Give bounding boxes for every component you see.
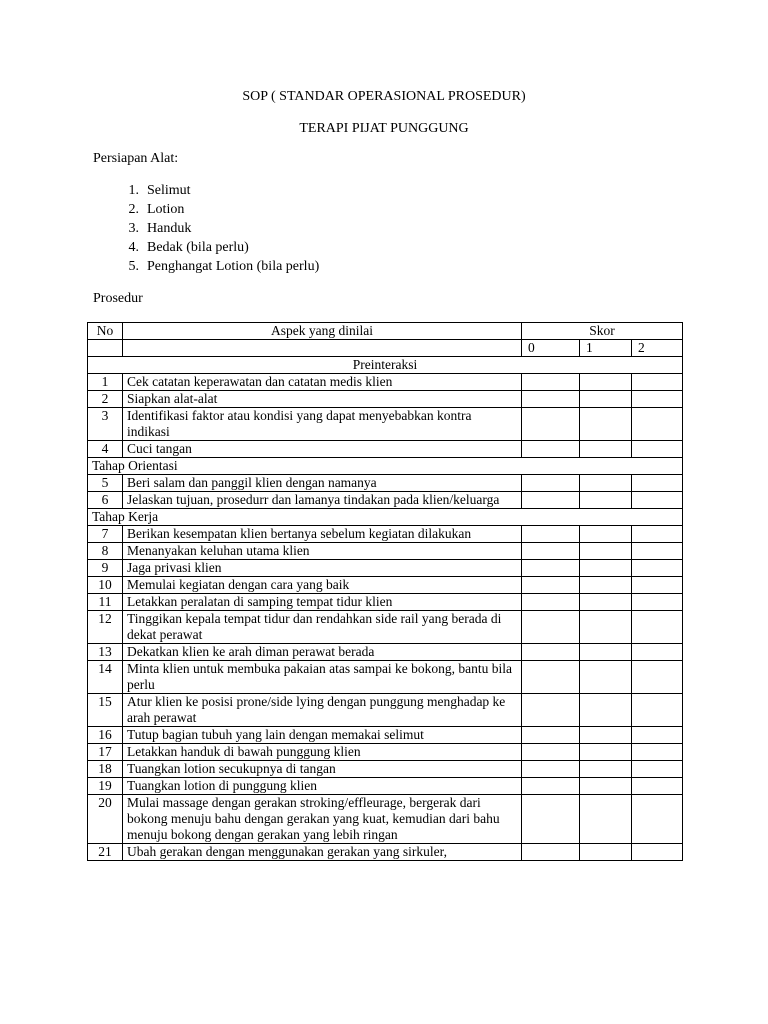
row-no: 14 (88, 661, 123, 694)
procedure-table (87, 322, 683, 861)
row-aspect: Identifikasi faktor atau kondisi yang dapat menyebabkan kontra indikasi (123, 408, 522, 441)
score-cell-0[interactable] (522, 594, 580, 611)
table-row (88, 594, 683, 611)
score-cell-1[interactable] (580, 492, 632, 509)
list-item (93, 181, 319, 200)
score-cell-0[interactable] (522, 611, 580, 644)
table-row (88, 727, 683, 744)
score-cell-1[interactable] (580, 475, 632, 492)
list-item-text: Bedak (bila perlu) (147, 240, 249, 255)
row-no: 6 (88, 492, 123, 509)
row-aspect: Tinggikan kepala tempat tidur dan rendahkan side rail yang berada di dekat perawat (123, 611, 522, 644)
score-cell-0[interactable] (522, 844, 580, 861)
list-item (93, 238, 319, 257)
score-cell-0[interactable] (522, 543, 580, 560)
row-no: 7 (88, 526, 123, 543)
table-row (88, 611, 683, 644)
list-item (93, 257, 319, 276)
score-cell-1[interactable] (580, 844, 632, 861)
list-item-number: 2. (128, 202, 139, 217)
row-no: 13 (88, 644, 123, 661)
row-no: 10 (88, 577, 123, 594)
row-aspect: Memulai kegiatan dengan cara yang baik (123, 577, 522, 594)
score-cell-1[interactable] (580, 611, 632, 644)
section-preinteraksi: Preinteraksi (88, 357, 683, 374)
header-aspect: Aspek yang dinilai (123, 323, 522, 340)
score-1-header: 1 (580, 340, 632, 357)
score-cell-2[interactable] (632, 761, 683, 778)
score-cell-0[interactable] (522, 475, 580, 492)
score-cell-1[interactable] (580, 526, 632, 543)
score-cell-2[interactable] (632, 492, 683, 509)
row-aspect: Beri salam dan panggil klien dengan namanya (123, 475, 522, 492)
section-row (88, 357, 683, 374)
row-aspect: Cek catatan keperawatan dan catatan medis klien (123, 374, 522, 391)
score-cell-0[interactable] (522, 727, 580, 744)
score-cell-2[interactable] (632, 543, 683, 560)
score-cell-2[interactable] (632, 611, 683, 644)
row-aspect: Menanyakan keluhan utama klien (123, 543, 522, 560)
tools-list (93, 181, 319, 276)
list-item-text: Lotion (147, 202, 185, 217)
score-cell-2[interactable] (632, 577, 683, 594)
header-score: Skor (522, 323, 683, 340)
score-cell-0[interactable] (522, 391, 580, 408)
score-cell-2[interactable] (632, 391, 683, 408)
table-row (88, 795, 683, 844)
list-item-number: 5. (128, 259, 139, 274)
row-no: 18 (88, 761, 123, 778)
row-no: 17 (88, 744, 123, 761)
row-aspect: Tutup bagian tubuh yang lain dengan memakai selimut (123, 727, 522, 744)
table-row (88, 408, 683, 441)
list-item-text: Handuk (147, 221, 192, 236)
score-cell-2[interactable] (632, 594, 683, 611)
score-cell-2[interactable] (632, 441, 683, 458)
score-cell-1[interactable] (580, 408, 632, 441)
score-cell-2[interactable] (632, 844, 683, 861)
row-no: 1 (88, 374, 123, 391)
score-cell-2[interactable] (632, 526, 683, 543)
score-cell-1[interactable] (580, 594, 632, 611)
score-cell-1[interactable] (580, 644, 632, 661)
table-row (88, 374, 683, 391)
table-row (88, 577, 683, 594)
table-row (88, 543, 683, 560)
score-cell-0[interactable] (522, 374, 580, 391)
row-aspect: Mulai massage dengan gerakan stroking/effleurage, bergerak dari bokong menuju bahu dengan gerakan yang kuat, kemudian dari bahu menuju bokong dengan gerakan yang lebih ringan (123, 795, 522, 844)
row-no: 3 (88, 408, 123, 441)
document-title: SOP ( STANDAR OPERASIONAL PROSEDUR) (242, 89, 526, 104)
score-cell-1[interactable] (580, 761, 632, 778)
row-aspect: Cuci tangan (123, 441, 522, 458)
score-cell-0[interactable] (522, 560, 580, 577)
score-cell-0[interactable] (522, 408, 580, 441)
score-cell-1[interactable] (580, 727, 632, 744)
row-no: 5 (88, 475, 123, 492)
section-kerja: Tahap Kerja (88, 509, 683, 526)
score-cell-2[interactable] (632, 408, 683, 441)
score-cell-0[interactable] (522, 644, 580, 661)
table-row (88, 441, 683, 458)
score-cell-2[interactable] (632, 744, 683, 761)
row-aspect: Tuangkan lotion secukupnya di tangan (123, 761, 522, 778)
table-row (88, 844, 683, 861)
row-aspect: Letakkan handuk di bawah punggung klien (123, 744, 522, 761)
row-aspect: Atur klien ke posisi prone/side lying dengan punggung menghadap ke arah perawat (123, 694, 522, 727)
score-cell-0[interactable] (522, 492, 580, 509)
score-0-header: 0 (522, 340, 580, 357)
score-cell-2[interactable] (632, 661, 683, 694)
score-cell-2[interactable] (632, 560, 683, 577)
score-cell-2[interactable] (632, 778, 683, 795)
table-row (88, 475, 683, 492)
score-2-header: 2 (632, 340, 683, 357)
table-row (88, 694, 683, 727)
table-row (88, 526, 683, 543)
score-cell-1[interactable] (580, 374, 632, 391)
empty-cell (88, 340, 123, 357)
row-no: 11 (88, 594, 123, 611)
row-aspect: Letakkan peralatan di samping tempat tidur klien (123, 594, 522, 611)
row-no: 12 (88, 611, 123, 644)
row-no: 15 (88, 694, 123, 727)
score-cell-0[interactable] (522, 441, 580, 458)
row-aspect: Siapkan alat-alat (123, 391, 522, 408)
table-row (88, 778, 683, 795)
procedure-heading: Prosedur (93, 291, 143, 306)
score-cell-0[interactable] (522, 694, 580, 727)
table-subheader-row (88, 340, 683, 357)
score-cell-1[interactable] (580, 744, 632, 761)
row-no: 20 (88, 795, 123, 844)
list-item-number: 3. (128, 221, 139, 236)
list-item-number: 1. (128, 183, 139, 198)
row-aspect: Dekatkan klien ke arah diman perawat berada (123, 644, 522, 661)
score-cell-1[interactable] (580, 560, 632, 577)
list-item-number: 4. (128, 240, 139, 255)
score-cell-0[interactable] (522, 744, 580, 761)
table-row (88, 661, 683, 694)
row-no: 8 (88, 543, 123, 560)
score-cell-2[interactable] (632, 644, 683, 661)
row-aspect: Ubah gerakan dengan menggunakan gerakan yang sirkuler, (123, 844, 522, 861)
table-row (88, 391, 683, 408)
table-row (88, 761, 683, 778)
score-cell-0[interactable] (522, 795, 580, 844)
table-header-row (88, 323, 683, 340)
score-cell-0[interactable] (522, 526, 580, 543)
list-item (93, 219, 319, 238)
score-cell-0[interactable] (522, 577, 580, 594)
row-aspect: Jaga privasi klien (123, 560, 522, 577)
score-cell-1[interactable] (580, 441, 632, 458)
section-orientasi: Tahap Orientasi (88, 458, 683, 475)
score-cell-1[interactable] (580, 661, 632, 694)
table-row (88, 492, 683, 509)
row-no: 2 (88, 391, 123, 408)
score-cell-2[interactable] (632, 475, 683, 492)
table-row (88, 644, 683, 661)
score-cell-1[interactable] (580, 391, 632, 408)
table-row (88, 560, 683, 577)
score-cell-1[interactable] (580, 778, 632, 795)
score-cell-1[interactable] (580, 543, 632, 560)
score-cell-1[interactable] (580, 795, 632, 844)
section-row (88, 458, 683, 475)
row-aspect: Jelaskan tujuan, prosedurr dan lamanya tindakan pada klien/keluarga (123, 492, 522, 509)
score-cell-0[interactable] (522, 761, 580, 778)
row-aspect: Tuangkan lotion di punggung klien (123, 778, 522, 795)
row-aspect: Berikan kesempatan klien bertanya sebelum kegiatan dilakukan (123, 526, 522, 543)
row-no: 4 (88, 441, 123, 458)
row-no: 19 (88, 778, 123, 795)
empty-cell (123, 340, 522, 357)
score-cell-0[interactable] (522, 778, 580, 795)
header-no: No (88, 323, 123, 340)
list-item-text: Penghangat Lotion (bila perlu) (147, 259, 320, 274)
document-subtitle: TERAPI PIJAT PUNGGUNG (299, 121, 469, 136)
score-cell-1[interactable] (580, 694, 632, 727)
tools-heading: Persiapan Alat: (93, 151, 179, 166)
score-cell-2[interactable] (632, 795, 683, 844)
row-aspect: Minta klien untuk membuka pakaian atas sampai ke bokong, bantu bila perlu (123, 661, 522, 694)
row-no: 21 (88, 844, 123, 861)
list-item (93, 200, 319, 219)
score-cell-2[interactable] (632, 727, 683, 744)
section-row (88, 509, 683, 526)
score-cell-1[interactable] (580, 577, 632, 594)
score-cell-2[interactable] (632, 694, 683, 727)
score-cell-0[interactable] (522, 661, 580, 694)
score-cell-2[interactable] (632, 374, 683, 391)
list-item-text: Selimut (147, 183, 191, 198)
row-no: 9 (88, 560, 123, 577)
table-row (88, 744, 683, 761)
row-no: 16 (88, 727, 123, 744)
